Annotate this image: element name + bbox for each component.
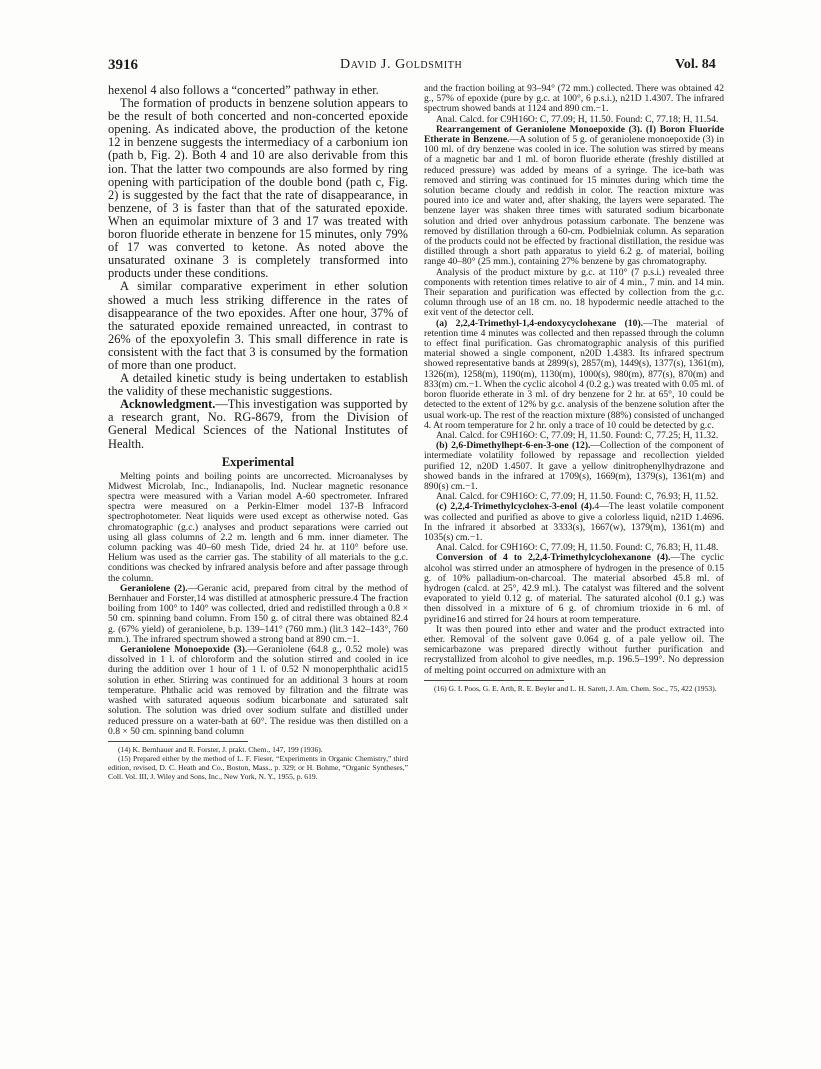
procedure-heading: (c) 2,2,4-Trimethylcyclohex-3-enol (4). [436, 501, 595, 513]
procedure [108, 584, 408, 645]
paragraph: A similar comparative experiment in ether solution showed a much less striking difference in the rates of disappearance of the two epoxides. After one hour, 37% of the saturated epoxide remained unreacted, in contrast to 26% of the epoxyolefin 3. This small difference in rate is consistent with the fact that 3 is consumed by the formation of more than one product. [108, 279, 408, 372]
procedure [424, 502, 724, 543]
analysis-line: Anal. Calcd. for C9H16O: C, 77.09; H, 11.50. Found: C, 76.93; H, 11.52. [436, 491, 719, 503]
procedure-body: —Collection of the component of intermediate volatility followed by repassage and recollection yielded purified 12, n20D 1.4507. It gave a yellow dinitrophenylhydrazone and showed bands in the infrared at 1709(s), 1669(m), 1379(s), 1361(m) and 890(s) cm.−1. [424, 440, 724, 492]
right-column [424, 84, 724, 693]
procedure-heading: Conversion of 4 to 2,2,4-Trimethylcyclohexanone (4). [436, 552, 671, 564]
acknowledgment-heading: Acknowledgment. [120, 397, 216, 412]
paragraph: hexenol 4 also follows a “concerted” pathway in ether. [108, 83, 379, 97]
footnote: (15) Prepared either by the method of L. F. Fieser, “Experiments in Organic Chemistry,” third edition, revised, D. C. Heath and Co., Boston, Mass., p. 329; or H. Bohme, “Organic Syntheses,” Coll. Vol. III, J. Wiley and Sons, Inc., New York, N. Y., 1955, p. 619. [108, 754, 408, 782]
procedure-heading: Rearrangement of Geraniolene Monoepoxide (3). (I) Boron Fluoride Etherate in Benzene. [424, 123, 724, 146]
paragraph: and the fraction boiling at 93–94° (72 mm.) collected. There was obtained 42 g., 57% of epoxide (pure by g.c. at 100°, 6 p.s.i.), n21D 1.4307. The infrared spectrum showed bands at 1124 and 890 cm.−1. [424, 83, 724, 115]
procedure-body: —Geraniolene (64.8 g., 0.52 mole) was dissolved in 1 l. of chloroform and the solution stirred and cooled in ice during the addition over 1 hour of 1 l. of 0.52 N monoperphthalic acid15 solution in ether. Stirring was continued for an additional 3 hours at room temperature. Phthalic acid was removed by filtration and the filtrate was washed with saturated aqueous sodium bicarbonate and saturated salt solution. The solution was dried over sodium sulfate and distilled under reduced pressure on a water-bath at 60°. The residue was then distilled on a 0.8 × 50 cm. spinning band column [108, 644, 408, 737]
analysis-line: Anal. Calcd. for C9H16O: C, 77.09; H, 11.50. Found: C, 76.83; H, 11.48. [436, 542, 719, 554]
procedure-body: —Geranic acid, prepared from citral by the method of Bernhauer and Forster,14 was distilled at atmospheric pressure.4 The fraction boiling from 100° to 140° was collected, dried and redistilled through a 0.8 × 50 cm. spinning band column. From 150 g. of citral there was obtained 82.4 g. (67% yield) of geraniolene, b.p. 139–141° (760 mm.) (lit.3 142–143°, 760 mm.). The infrared spectrum showed a strong band at 890 cm.−1. [108, 582, 409, 645]
paragraph: A detailed kinetic study is being undertaken to establish the validity of these mechanistic suggestions. [108, 371, 408, 399]
paragraph: Analysis of the product mixture by g.c. at 110° (7 p.s.i.) revealed three components with retention times relative to air of 4 min., 7 min. and 14 min. Their separation and purification was effected by collection from the g.c. column through use of an 18 cm. no. 18 hypodermic needle attached to the exit vent of the detector cell. [424, 266, 724, 319]
procedure-heading: (b) 2,6-Dimethylhept-6-en-3-one (12). [436, 440, 591, 452]
footnote: (14) K. Bernhauer and R. Forster, J. prakt. Chem., 147, 199 (1936). [118, 744, 323, 754]
procedure-body: —The cyclic alcohol was stirred under an atmosphere of hydrogen in the presence of 0.15 g. of 10% palladium-on-charcoal. The material absorbed 45.8 ml. of hydrogen (calcd. at 25°, 42.9 ml.). The catalyst was filtered and the solvent evaporated to yield 0.12 g. of material. The saturated alcohol (0.1 g.) was then dissolved in a mixture of 6 g. of chromium trioxide in 6 ml. of pyridine16 and stirred for 24 hours at room temperature. [424, 552, 725, 625]
footnote-divider [108, 741, 248, 742]
experimental-heading: Experimental [221, 454, 295, 469]
procedure-heading: Geraniolene Monoepoxide (3). [120, 644, 248, 656]
procedure-heading: Geraniolene (2). [120, 582, 188, 594]
left-column [108, 84, 408, 781]
procedure [108, 645, 408, 737]
acknowledgment-body: —This investigation was supported by a research grant, No. RG-8679, from the Division of General Medical Sciences of the National Institutes of Health. [108, 397, 408, 451]
procedure [424, 319, 724, 431]
footnote: (16) G. I. Poos, G. E. Arth, R. E. Beyler and L. H. Sarett, J. Am. Chem. Soc., 75, 422 (1953). [434, 683, 717, 693]
volume-label: Vol. 84 [675, 57, 716, 72]
acknowledgment [108, 398, 408, 450]
analysis-line: Anal. Calcd. for C9H16O: C, 77.09; H, 11.50. Found: C, 77.18; H, 11.54. [436, 113, 719, 125]
analysis-line: Anal. Calcd. for C9H16O: C, 77.09; H, 11.50. Found: C, 77.25; H, 11.32. [436, 429, 719, 441]
paragraph: It was then poured into ether and water and the product extracted into ether. Removal of the solvent gave 0.064 g. of a pale yellow oil. The semicarbazone was prepared directly without further purification and recrystallized from alcohol to give needles, m.p. 196.5–199°. No depression of melting point occurred on admixture with an [424, 623, 724, 676]
paragraph: The formation of products in benzene solution appears to be the result of both concerted and non-concerted epoxide opening. As indicated above, the production of the ketone 12 in benzene suggests the intermediacy of a carbonium ion (path b, Fig. 2). Both 4 and 10 are also derivable from this ion. That the latter two compounds are also formed by ring opening with participation of the double bond (path c, Fig. 2) is suggested by the fact that the rate of disappearance, in benzene, of 3 is faster than that of the saturated epoxide. When an equimolar mixture of 3 and 17 was treated with boron fluoride etherate in benzene for 15 minutes, only 79% of 17 was converted to ketone. As noted above the unsaturated oxinane 3 is completely transformed into products under these conditions. [108, 96, 408, 281]
procedure-body: —The material of retention time 4 minutes was collected and then repassed through the column to effect final purification. Gas chromatographic analysis of this purified material showed a single component, n20D 1.4383. Its infrared spectrum showed representative bands at 2899(s), 2857(m), 1449(s), 1377(s), 1361(m), 1326(m), 1258(m), 1190(m), 1130(m), 1000(s), 980(m), 877(s), 870(m) and 833(m) cm.−1. When the cyclic alcohol 4 (0.2 g.) was treated with 0.05 ml. of boron fluoride etherate in 3 ml. of dry benzene for 2 hr. at 65°, 10 could be detected to the extent of 12% by g.c. analysis of the benzene solution after the usual work-up. The rest of the reaction mixture (88%) consisted of unchanged 4. At room temperature for 2 hr. only a trace of 10 could be detected by g.c. [424, 317, 724, 431]
procedure [424, 125, 724, 268]
procedure-body: —A solution of 5 g. of geraniolene monoepoxide (3) in 100 ml. of dry benzene was cooled in ice. The solution was stirred by means of a magnetic bar and 1 ml. of boron fluoride etherate (freshly distilled at reduced pressure) was added by means of a syringe. The ice-bath was removed and stirring was continued for 15 minutes during which time the solution became cloudy and reddish in color. The reaction mixture was poured into ice and water and, after shaking, the layers were separated. The benzene layer was shaken three times with saturated sodium bicarbonate solution and dried over anhydrous potassium carbonate. The benzene was removed by distillation through a 60-cm. Podbielniak column. As separation of the products could not be effected by fractional distillation, the residue was distilled through a short path apparatus to yield 6.2 g. of material, boiling range 40–80° (25 mm.), containing 27% benzene by gas chromatography. [424, 134, 724, 268]
procedure [424, 441, 724, 492]
running-head: David J. Goldsmith [340, 57, 463, 72]
procedure-body: 4—The least volatile component was collected and purified as above to give a colorless liquid, n21D 1.4696. In the infrared it absorbed at 3333(s), 1667(w), 1379(m), 1361(m) and 1035(s) cm.−1. [424, 501, 724, 543]
procedure [424, 553, 724, 624]
footnote-divider [424, 680, 564, 681]
page-number: 3916 [108, 57, 138, 73]
paragraph: Melting points and boiling points are uncorrected. Microanalyses by Midwest Microlab, Inc., Indianapolis, Ind. Nuclear magnetic resonance spectra were measured with a Varian model A-60 spectrometer. Infrared spectra were measured on a Perkin-Elmer model 137-B Infracord spectrophotometer. Neat liquids were used except as otherwise noted. Gas chromatographic (g.c.) analyses and product separations were carried out using all glass columns of 2.2 m. length and 6 mm. inner diameter. The column packing was 40–60 mesh Tide, dried 24 hr. at 110° before use. Helium was used as the carrier gas. The stability of all materials to the g.c. conditions was checked by infrared analysis before and after passage through the column. [108, 470, 408, 584]
procedure-heading: (a) 2,2,4-Trimethyl-1,4-endoxycyclohexane (10). [436, 317, 644, 329]
